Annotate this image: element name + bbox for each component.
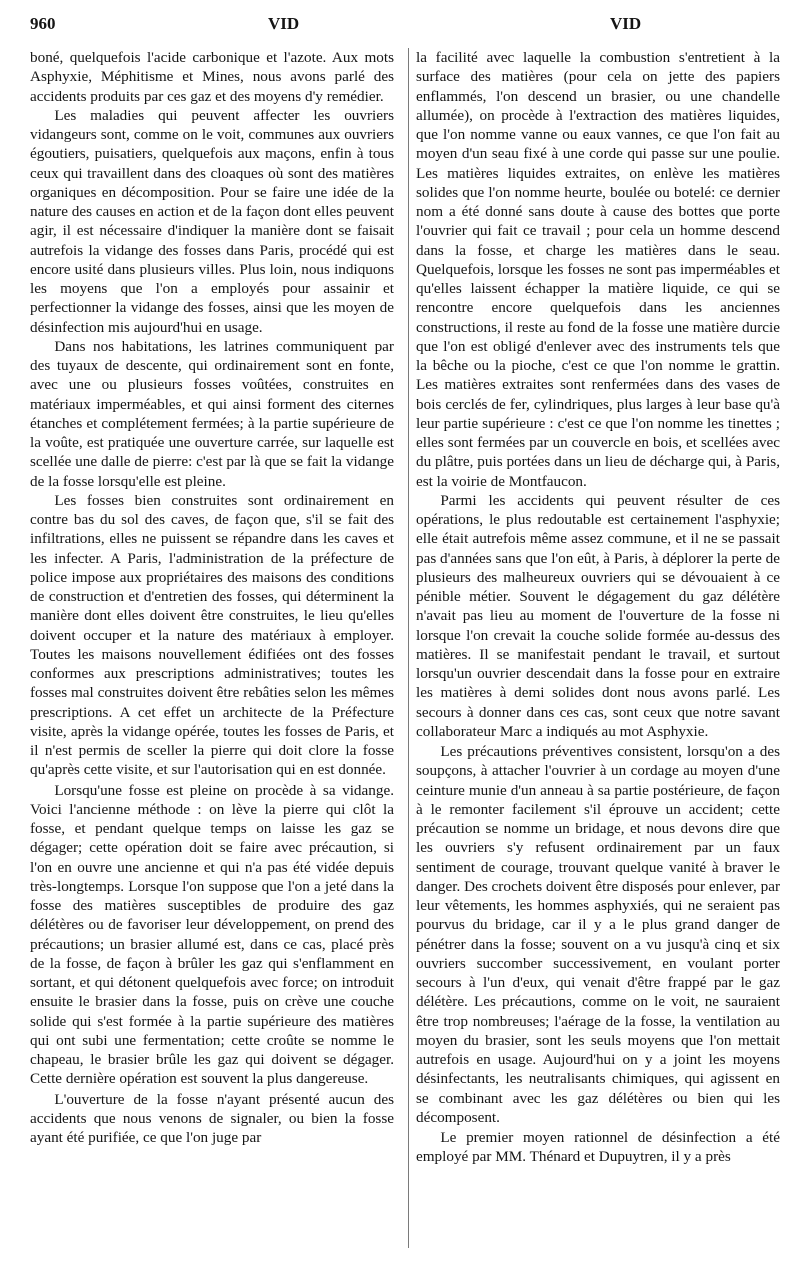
- column-divider: [408, 48, 409, 1248]
- running-head-left: VID: [268, 14, 300, 33]
- running-header: [30, 14, 774, 40]
- paragraph: Le premier moyen rationnel de désinfection a été employé par MM. Thénard et Dupuytren, il y a près: [416, 1129, 780, 1166]
- running-head-right: VID: [610, 14, 642, 33]
- paragraph: Les fosses bien construites sont ordinairement en contre bas du sol des caves, de façon que, s'il se fait des infiltrations, elles ne puissent se répandre dans les caves et les infecter. A Paris, l'administration de la préfecture de police impose aux propriétaires des maisons des conditions de construction et d'entretien des fosses, qui déterminent la manière dont elles doivent être construites, le lieu qu'elles doivent occuper et la nature des matériaux à employer. Toutes les maisons nouvellement édifiées ont des fosses conformes aux prescriptions administratives; toutes les fosses mal construites doivent être rebâties selon les mêmes prescriptions. A cet effet un architecte de la Préfecture visite, après la vidange opérée, toutes les fosses de Paris, et il n'est permis de sceller la pierre qui doit clore la fosse qu'après cette visite, et sur l'autorisation qui en est donnée.: [30, 491, 394, 779]
- paragraph: Parmi les accidents qui peuvent résulter de ces opérations, le plus redoutable est certainement l'asphyxie; elle était autrefois même assez commune, et il ne se passait pas d'années sans que l'on eût, à Paris, à déplorer la perte de plusieurs des malheureux ouvriers qui se dévouaient à ce pénible métier. Souvent le dégagement du gaz délétère n'avait pas lieu au moment de l'ouverture de la fosse ni lorsque l'on crevait la couche solide formée au-dessus des matières. Il se manifestait pendant le travail, et surtout lorsqu'un ouvrier descendait dans la fosse pour en extraire les matières à demi solides dont nous avons parlé. Les secours à donner dans ces cas, sont ceux que notre savant collaborateur Marc a indiqués au mot Asphyxie.: [416, 491, 780, 740]
- left-column: [30, 48, 394, 1147]
- paragraph: Les maladies qui peuvent affecter les ouvriers vidangeurs sont, comme on le voit, communes aux ouvriers égoutiers, puisatiers, quelquefois aux maçons, enfin à tous ceux qui travaillent dans des cloaques où sont des matières organiques en décomposition. Pour se faire une idée de la nature des causes en action et de la façon dont elles peuvent agir, il est nécessaire d'indiquer la manière dont se faisait autrefois la vidange des fosses dans Paris, procédé qui est encore usité dans plusieurs villes. Plus loin, nous indiquons les moyens que l'on a employés pour assainir et perfectionner la vidange des fosses, ainsi que les moyen de désinfection mis aujourd'hui en usage.: [30, 106, 394, 336]
- page-number: 960: [30, 14, 56, 33]
- right-column: [416, 48, 780, 1167]
- paragraph: boné, quelquefois l'acide carbonique et l'azote. Aux mots Asphyxie, Méphitisme et Mines, nous avons parlé des accidents produits par ces gaz et des moyens d'y remédier.: [30, 49, 394, 105]
- paragraph: L'ouverture de la fosse n'ayant présenté aucun des accidents que nous venons de signaler, ou bien la fosse ayant été purifiée, ce que l'on juge par: [30, 1090, 394, 1146]
- paragraph: Dans nos habitations, les latrines communiquent par des tuyaux de descente, qui ordinairement sont en fonte, avec une ou plusieurs fosses voûtées, construites en matériaux imperméables, et qui ainsi forment des citernes étanches et complétement fermées; à la partie supérieure de la voûte, est pratiquée une ouverture carrée, sur laquelle est scellée une dalle de pierre: c'est par là que se fait la vidange de la fosse lorsqu'elle est pleine.: [30, 337, 394, 490]
- paragraph: Les précautions préventives consistent, lorsqu'on a des soupçons, à attacher l'ouvrier à un cordage au moyen d'une ceinture munie d'un anneau à sa partie postérieure, de façon à le remonter facilement s'il éprouve un accident; cette précaution se nomme un bridage, et nous devons dire que les ouvriers s'y refusent ordinairement par un faux sentiment de courage, trouvant quelque vanité à braver le danger. Des crochets doivent être disposés pour enlever, par leur vêtements, les hommes asphyxiés, qui ne seraient pas pourvus du bridage, car il y a le plus grand danger de pénétrer dans la fosse; souvent on a vu jusqu'à cinq et six ouvriers succomber successivement, en voulant porter secours à l'un d'eux, qui venait d'être frappé par le gaz délétère. Les précautions, comme on le voit, ne sauraient être trop nombreuses; l'aérage de la fosse, la ventilation au moyen du brasier, sont les seuls moyens que l'on mettait autrefois en usage. Aujourd'hui on y a joint les moyens désinfectants, les neutralisants chimiques, qui agissent en se combinant avec les gaz délétères ou bien qui les décomposent.: [416, 743, 780, 1126]
- paragraph: la facilité avec laquelle la combustion s'entretient à la surface des matières (pour cela on jette des papiers enflammés, l'on descend un brasier, ou une chandelle allumée), on procède à l'extraction des matières liquides, que l'on nomme vanne ou eaux vannes, ce que l'on fait au moyen d'un seau fixé à une corde qui passe sur une poulie. Les matières liquides extraites, on enlève les matières solides que l'on nomme heurte, boulée ou botelé: ce dernier nom a été donné sans doute à cause des bottes que porte l'ouvrier qui fait ce travail ; pour cela un homme descend dans la fosse, et charge les matières dans le seau. Quelquefois, lorsque les fosses ne sont pas imperméables et qu'elles laissent échapper la matière liquide, ce qui se rencontre encore quelquefois dans les anciennes constructions, il reste au fond de la fosse une matière durcie que l'on est obligé d'enlever avec des instruments tels que la bêche ou la pioche, c'est ce que l'on nomme le grattin. Les matières extraites sont renfermées dans des vases de bois cerclés de fer, cylindriques, plus larges à leur base qu'à leur partie supérieure : c'est ce que l'on nomme les tinettes ; elles sont fermées par un couvercle en bois, et scellées avec du plâtre, puis portées dans un lieu de décharge qui, à Paris, est la voirie de Montfaucon.: [416, 49, 780, 490]
- paragraph: Lorsqu'une fosse est pleine on procède à sa vidange. Voici l'ancienne méthode : on lève la pierre qui clôt la fosse, et pendant quelque temps on laisse les gaz se dégager; cette opération doit se faire avec précaution, si l'on en ouvre une ancienne et qui n'a pas été vidée depuis très-longtemps. Lorsque l'on suppose que l'on a jeté dans la fosse des matières susceptibles de produire des gaz délétères ou de favoriser leur développement, on prend des précautions; un brasier allumé est, dans ce cas, placé près de la fosse, de façon à brûler les gaz qui s'enflamment en sortant, et qui détonent quelquefois avec force; on introduit ensuite le brasier dans la fosse, puis on crève une couche solide qui s'est formée à la partie supérieure des matières qui ont subi une fermentation; cette croûte se nomme le chapeau, le brasier brûle les gaz qui doivent se dégager. Cette dernière opération est souvent la plus dangereuse.: [30, 781, 394, 1088]
